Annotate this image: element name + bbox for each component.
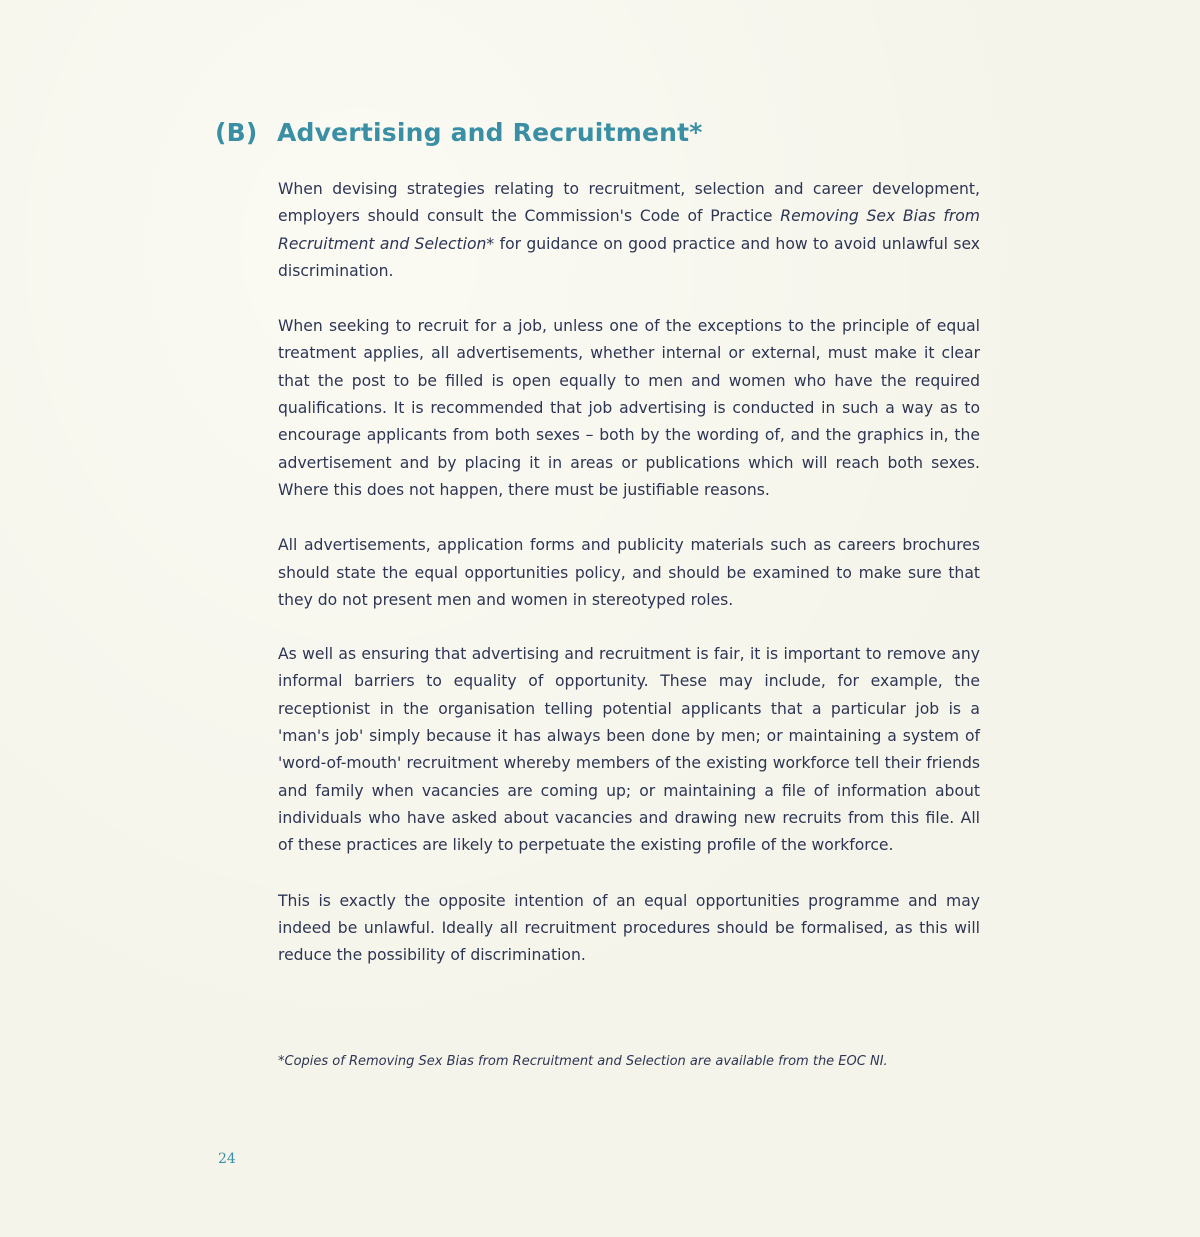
body-text [278, 176, 980, 997]
paragraph-1 [278, 176, 980, 285]
paragraph-1-part-b: for guidance on good practice and how to avoid unlawful sex discrimination. [278, 234, 981, 280]
paragraph-1-part-a: When devising strategies relating to recruitment, selection and career development, employers should consult the Commission's Code of Practice [278, 180, 980, 226]
page-number: 24 [218, 1151, 236, 1167]
footnote: *Copies of Removing Sex Bias from Recruitment and Selection are available from the EOC NI. [278, 1054, 888, 1069]
paragraph-2: When seeking to recruit for a job, unless one of the exceptions to the principle of equal treatment applies, all advertisements, whether internal or external, must make it clear that the post to be filled is open equally to men and women who have the required qualifications. It is recommended that job advertising is conducted in such a way as to encourage applicants from both sexes – both by the wording of, and the graphics in, the advertisement and by placing it in areas or publications which will reach both sexes. Where this does not happen, there must be justifiable reasons. [278, 317, 980, 499]
code-of-practice-title: Removing Sex Bias from Recruitment and Selection* [278, 207, 980, 253]
section-label: (B) [215, 118, 258, 147]
paragraph-3: All advertisements, application forms and publicity materials such as careers brochures should state the equal opportunities policy, and should be examined to make sure that they do not present men and women in stereotyped roles. [278, 536, 980, 609]
section-heading [215, 118, 703, 147]
section-title: Advertising and Recruitment* [277, 118, 703, 147]
paragraph-4: As well as ensuring that advertising and recruitment is fair, it is important to remove any informal barriers to equality of opportunity. These may include, for example, the receptionist in the organisation telling potential applicants that a particular job is a 'man's job' simply because it has always been done by men; or maintaining a system of 'word-of-mouth' recruitment whereby members of the existing workforce tell their friends and family when vacancies are coming up; or maintaining a file of information about individuals who have asked about vacancies and drawing new recruits from this file. All of these practices are likely to perpetuate the existing profile of the workforce. [278, 645, 980, 855]
paragraph-5: This is exactly the opposite intention of an equal opportunities programme and may indeed be unlawful. Ideally all recruitment procedures should be formalised, as this will reduce the possibility of discrimination. [278, 891, 980, 965]
